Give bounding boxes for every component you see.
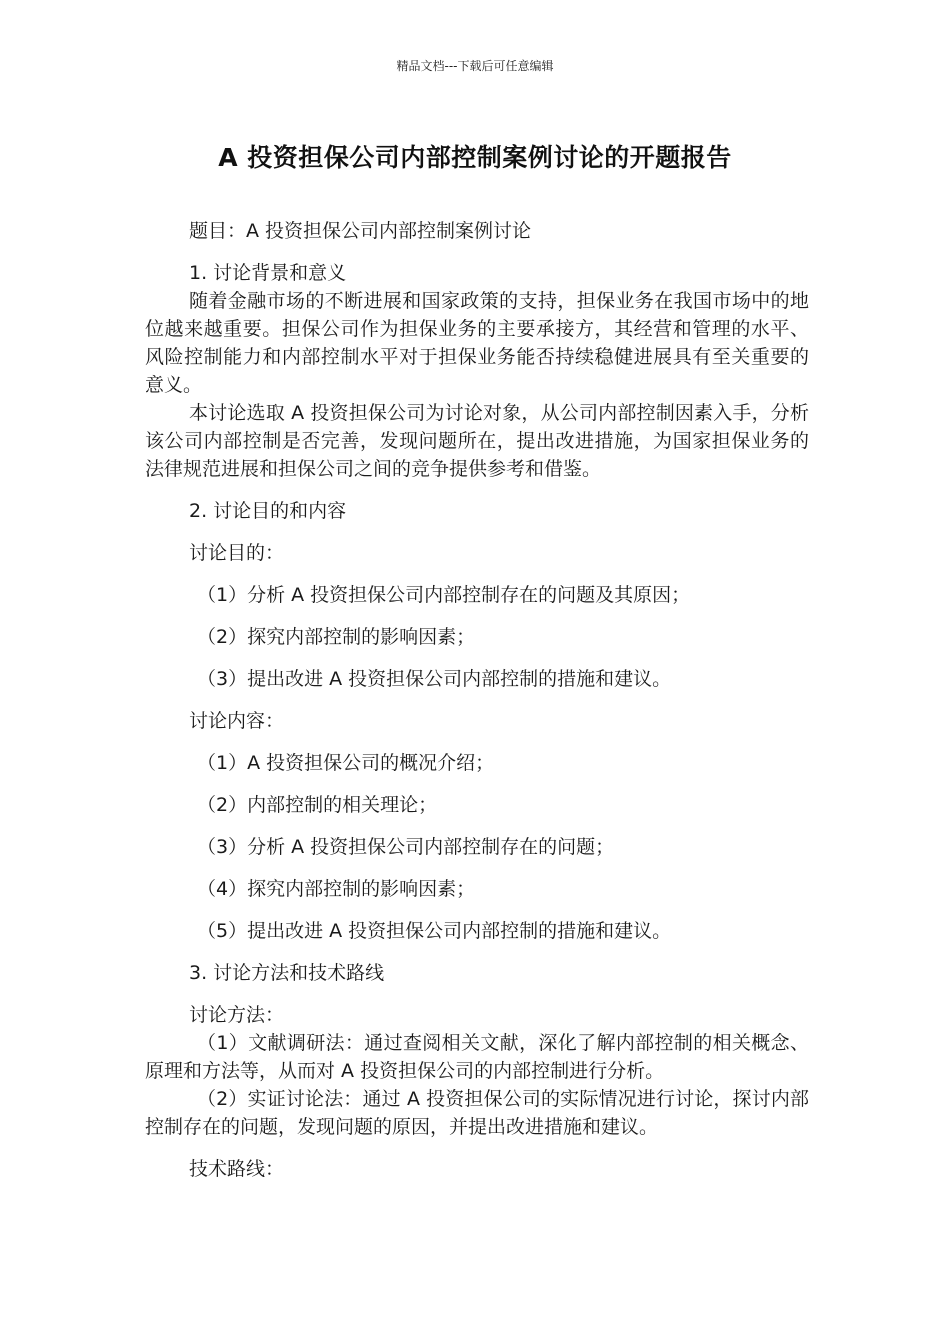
section3-heading: 3. 讨论方法和技术路线 <box>189 962 385 984</box>
section1-paragraph-2: 本讨论选取 A 投资担保公司为讨论对象，从公司内部控制因素入手，分析该公司内部控制是否完善，发现问题所在，提出改进措施，为国家担保业务的法律规范进展和担保公司之间的竞争提供参考和借鉴。 <box>145 402 809 480</box>
goal-item: （3）提出改进 A 投资担保公司内部控制的措施和建议。 <box>197 668 672 690</box>
content-item: （3）分析 A 投资担保公司内部控制存在的问题； <box>197 836 615 858</box>
method-item-1: （1）文献调研法：通过查阅相关文献，深化了解内部控制的相关概念、原理和方法等，从而对 A 投资担保公司的内部控制进行分析。 <box>145 1032 809 1082</box>
document-title: A 投资担保公司内部控制案例讨论的开题报告 <box>218 143 732 172</box>
page-header: 精品文档---下载后可任意编辑 <box>396 59 554 73</box>
method-item-2: （2）实证讨论法：通过 A 投资担保公司的实际情况进行讨论，探讨内部控制存在的问题，发现问题的原因，并提出改进措施和建议。 <box>145 1088 809 1138</box>
route-label: 技术路线： <box>189 1158 285 1180</box>
content-item: （4）探究内部控制的影响因素； <box>197 878 476 900</box>
content-item: （2）内部控制的相关理论； <box>197 794 438 816</box>
content-item: （5）提出改进 A 投资担保公司内部控制的措施和建议。 <box>197 920 672 942</box>
goal-item: （2）探究内部控制的影响因素； <box>197 626 476 648</box>
section1-paragraph-1: 随着金融市场的不断进展和国家政策的支持，担保业务在我国市场中的地位越来越重要。担保公司作为担保业务的主要承接方，其经营和管理的水平、风险控制能力和内部控制水平对于担保业务能否持续稳健进展具有至关重要的意义。 <box>145 290 809 396</box>
subject-line: 题目：A 投资担保公司内部控制案例讨论 <box>189 220 532 242</box>
content-item: （1）A 投资担保公司的概况介绍； <box>197 752 495 774</box>
goal-item: （1）分析 A 投资担保公司内部控制存在的问题及其原因； <box>197 584 691 606</box>
methods-label: 讨论方法： <box>189 1004 285 1026</box>
section1-heading: 1. 讨论背景和意义 <box>189 262 347 284</box>
document-body <box>145 217 809 1183</box>
section2-heading: 2. 讨论目的和内容 <box>189 500 347 522</box>
content-label: 讨论内容： <box>189 710 285 732</box>
goals-label: 讨论目的： <box>189 542 285 564</box>
